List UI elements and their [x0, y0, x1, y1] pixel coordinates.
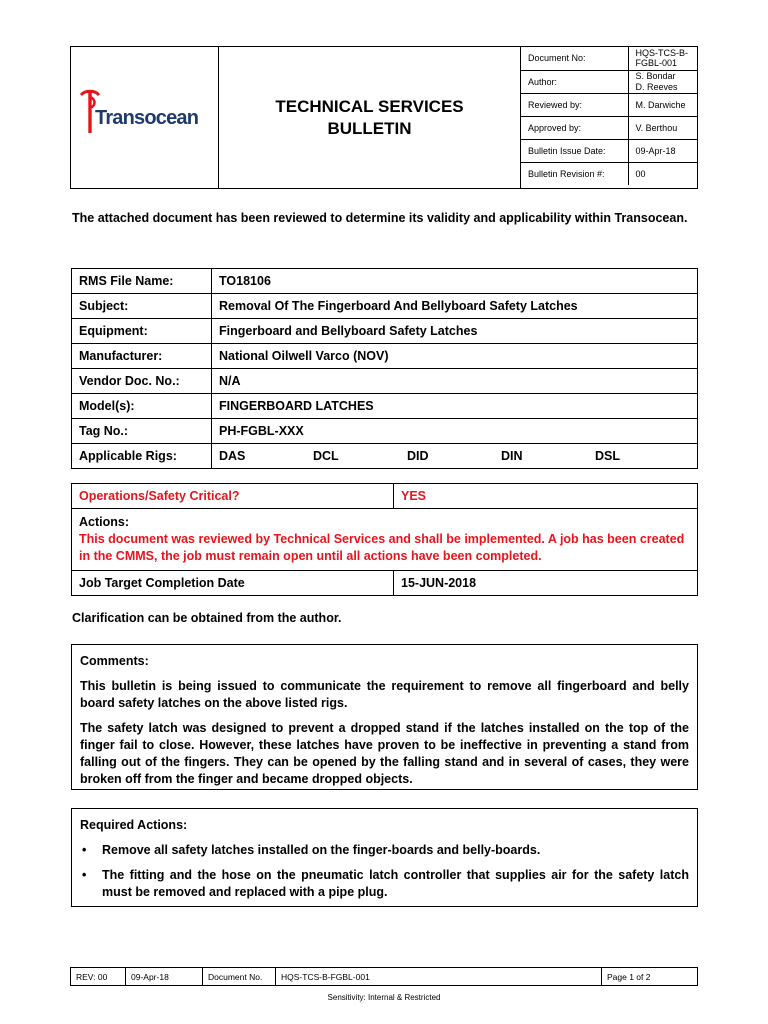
page-footer — [70, 967, 698, 986]
author-2: D. Reeves — [635, 81, 678, 92]
info-row — [72, 394, 698, 419]
info-row — [72, 369, 698, 394]
rig-code: DIN — [501, 449, 523, 463]
rig-code: DID — [407, 449, 429, 463]
info-label: Vendor Doc. No.: — [72, 369, 212, 394]
sensitivity-label: Sensitivity: Internal & Restricted — [327, 993, 441, 1002]
meta-label: Bulletin Issue Date: — [521, 139, 628, 162]
footer-date: 09-Apr-18 — [126, 968, 203, 986]
intro-text: The attached document has been reviewed to determine its validity and applicability within Transocean. — [72, 211, 688, 225]
info-row — [72, 419, 698, 444]
meta-label: Bulletin Revision #: — [521, 162, 628, 185]
meta-value: M. Darwiche — [628, 93, 698, 116]
comments-paragraph: This bulletin is being issued to communicate the requirement to remove all fingerboard and belly board safety latches on the above listed rigs. — [80, 679, 689, 710]
actions-cell — [72, 509, 698, 571]
info-value: National Oilwell Varco (NOV) — [212, 344, 698, 369]
comments-paragraph: The safety latch was designed to prevent a dropped stand if the latches installed on the top of the finger fail to close. However, these latches have proven to be ineffective in preventing a stand from falling out of the fingers. They can be opened by the falling stand and in several of cases, they were broken off from the finger and became dropped objects. — [80, 721, 689, 786]
required-actions-label: Required Actions: — [80, 818, 188, 832]
meta-row — [521, 47, 698, 70]
clarification-text: Clarification can be obtained from the author. — [72, 611, 342, 625]
meta-value: HQS-TCS-B-FGBL-001 — [628, 47, 698, 70]
title-line-1: TECHNICAL SERVICES — [275, 96, 464, 116]
info-value: Fingerboard and Bellyboard Safety Latches — [212, 319, 698, 344]
operations-table — [71, 483, 698, 596]
required-actions-box — [71, 808, 698, 907]
meta-label: Document No: — [521, 47, 628, 70]
actions-label: Actions: — [79, 515, 129, 529]
logo-wordmark: Transocean — [95, 107, 199, 129]
ops-target-row — [72, 571, 698, 596]
info-label: RMS File Name: — [72, 269, 212, 294]
info-row — [72, 269, 698, 294]
info-label: Equipment: — [72, 319, 212, 344]
info-value: FINGERBOARD LATCHES — [212, 394, 698, 419]
info-row-rigs — [72, 444, 698, 469]
author-1: S. Bondar — [635, 70, 676, 81]
action-text: Remove all safety latches installed on the finger-boards and belly-boards. — [102, 843, 541, 857]
action-text: The fitting and the hose on the pneumatic latch controller that supplies air for the safety latch must be removed and replaced with a pipe plug. — [102, 868, 689, 899]
info-label: Tag No.: — [72, 419, 212, 444]
target-label: Job Target Completion Date — [72, 571, 394, 596]
bulletin-header — [70, 46, 698, 189]
footer-row — [71, 968, 698, 986]
bullet-icon: • — [82, 868, 87, 882]
meta-value: V. Berthou — [628, 116, 698, 139]
comments-box — [71, 644, 698, 790]
info-label: Model(s): — [72, 394, 212, 419]
comments-label: Comments: — [80, 654, 149, 668]
footer-rev: REV: 00 — [71, 968, 126, 986]
required-actions-list — [80, 842, 689, 901]
footer-doc-value: HQS-TCS-B-FGBL-001 — [276, 968, 602, 986]
list-item — [80, 842, 689, 859]
meta-label: Author: — [521, 70, 628, 93]
rig-code: DAS — [219, 449, 246, 463]
info-row — [72, 294, 698, 319]
info-value: PH-FGBL-XXX — [212, 419, 698, 444]
meta-value: 00 — [635, 168, 646, 179]
meta-row — [521, 70, 698, 93]
bullet-icon: • — [82, 843, 87, 857]
document-title — [219, 47, 521, 188]
info-value: N/A — [212, 369, 698, 394]
meta-row — [521, 139, 698, 162]
meta-value — [628, 70, 698, 93]
meta-value: 09-Apr-18 — [628, 139, 698, 162]
company-logo — [71, 47, 219, 188]
info-label: Subject: — [72, 294, 212, 319]
equipment-info-table — [71, 268, 698, 469]
ops-critical-row — [72, 484, 698, 509]
info-value: Removal Of The Fingerboard And Bellyboard Safety Latches — [212, 294, 698, 319]
info-label: Manufacturer: — [72, 344, 212, 369]
list-item — [80, 867, 689, 901]
critical-value: YES — [394, 484, 698, 509]
title-line-2: BULLETIN — [327, 118, 412, 138]
applicable-rigs — [212, 444, 698, 469]
info-label: Applicable Rigs: — [72, 444, 212, 469]
document-meta-table — [521, 47, 698, 185]
target-value: 15-JUN-2018 — [394, 571, 698, 596]
ops-actions-row — [72, 509, 698, 571]
meta-row — [521, 162, 698, 185]
footer-page: Page 1 of 2 — [602, 968, 698, 986]
meta-label: Reviewed by: — [521, 93, 628, 116]
info-row — [72, 344, 698, 369]
info-row — [72, 319, 698, 344]
meta-label: Approved by: — [521, 116, 628, 139]
rig-code: DCL — [313, 449, 339, 463]
meta-row — [521, 116, 698, 139]
info-value: TO18106 — [212, 269, 698, 294]
actions-text: This document was reviewed by Technical Services and shall be implemented. A job has been created in the CMMS, the job must remain open until all actions have been completed. — [79, 532, 685, 563]
rig-code: DSL — [595, 449, 620, 463]
footer-doc-label: Document No. — [203, 968, 276, 986]
critical-label: Operations/Safety Critical? — [72, 484, 394, 509]
meta-row — [521, 93, 698, 116]
